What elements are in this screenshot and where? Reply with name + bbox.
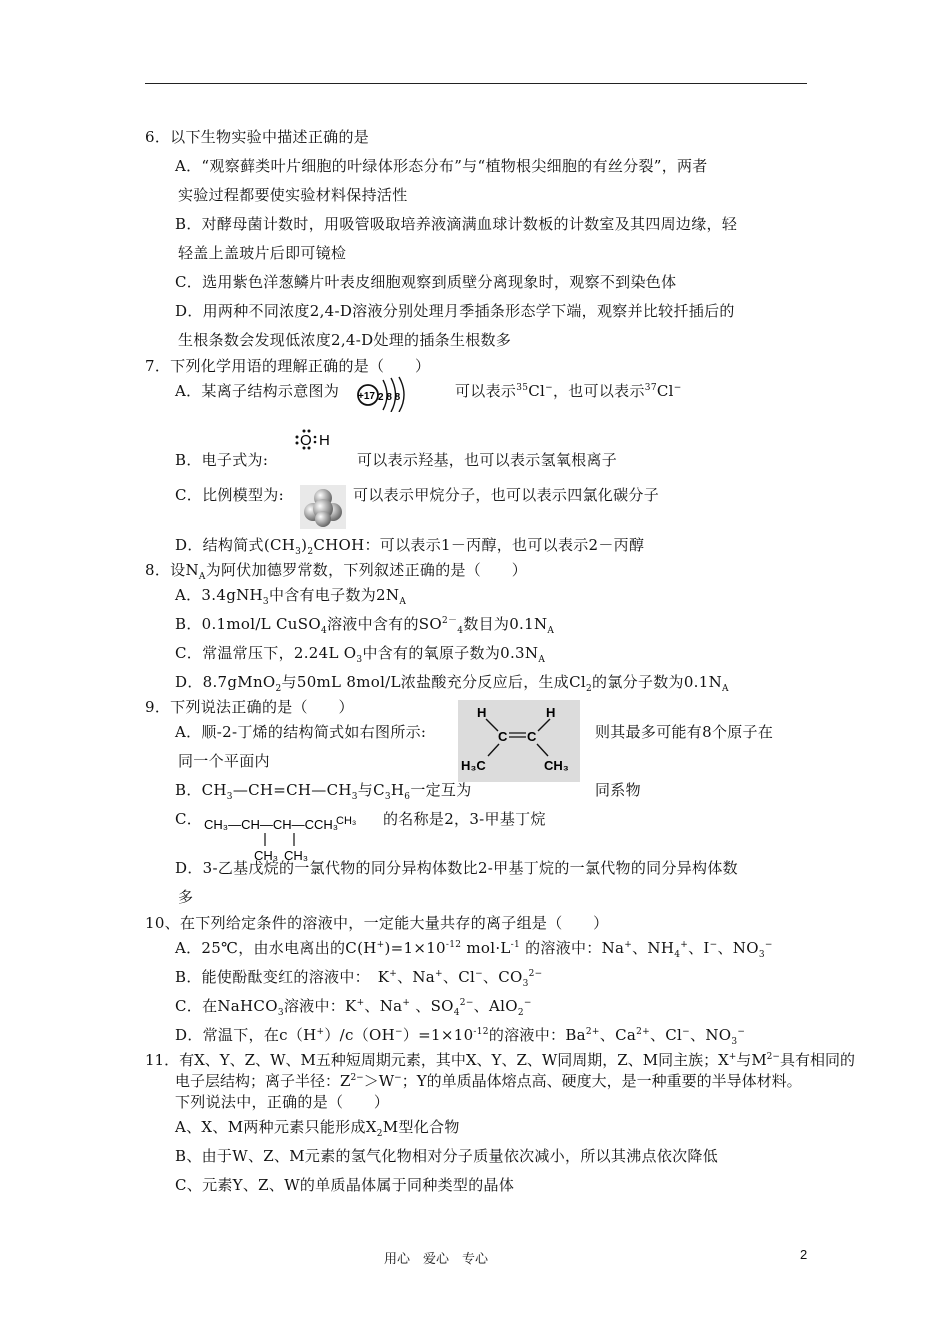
text: )=1×10 bbox=[384, 939, 446, 957]
sup: − bbox=[394, 1073, 402, 1083]
branch-a: CH₃ bbox=[254, 848, 279, 863]
text: D．常温下，在c（H bbox=[175, 1026, 317, 1044]
text: 的溶液中：Na bbox=[520, 939, 625, 957]
text: 中含有的氧原子数为0.3N bbox=[362, 644, 539, 662]
q7-option-b bbox=[175, 450, 268, 470]
hydroxyl-electron-formula bbox=[295, 428, 345, 450]
sub: 2 bbox=[585, 684, 593, 694]
sub: A bbox=[198, 572, 206, 582]
text: Cl bbox=[528, 382, 546, 400]
q7-option-a-rest bbox=[455, 381, 682, 401]
q8-option-d bbox=[175, 672, 729, 692]
sup: -12 bbox=[445, 940, 462, 950]
sub: 2 bbox=[307, 547, 314, 557]
sup: 2− bbox=[350, 1073, 364, 1083]
text: A、X、M两种元素只能形成X bbox=[175, 1118, 377, 1136]
sup: + bbox=[435, 969, 443, 979]
text: ）/c（OH bbox=[324, 1026, 395, 1044]
q8-stem bbox=[145, 560, 527, 580]
q9-option-b bbox=[175, 780, 472, 800]
ion-structure-diagram bbox=[355, 374, 415, 412]
q7-option-c: C．比例模型为: bbox=[175, 486, 284, 504]
sup: − bbox=[545, 383, 553, 393]
q6-option-c: C．选用紫色洋葱鳞片叶表皮细胞观察到质壁分离现象时，观察不到染色体 bbox=[175, 273, 677, 291]
over-label: CH₃ bbox=[336, 815, 357, 827]
q9-option-c: C． bbox=[175, 810, 203, 828]
text: 与50mL 8mol/L浓盐酸充分反应后，生成Cl bbox=[281, 673, 586, 691]
footer-motto: 用心 爱心 专心 bbox=[384, 1252, 489, 1267]
sup: 2+ bbox=[585, 1027, 600, 1037]
text: A．25℃，由水电离出的C(H bbox=[175, 939, 377, 957]
page-number: 2 bbox=[800, 1247, 808, 1262]
sup: 37 bbox=[644, 383, 657, 393]
sup: 2− bbox=[528, 969, 543, 979]
text: 11．有X、Y、Z、W、M五种短周期元素，其中X、Y、Z、W同周期，Z、M同主族；X bbox=[145, 1051, 729, 1069]
text: CHOH：可以表示1－丙醇，也可以表示2－丙醇 bbox=[313, 536, 645, 554]
text: 、NO bbox=[717, 939, 759, 957]
sup: − bbox=[523, 998, 532, 1008]
text: 、NO bbox=[690, 1026, 732, 1044]
text: 8．设N bbox=[145, 561, 199, 579]
q9-option-d-cont: 多 bbox=[178, 888, 194, 906]
sub: 3 bbox=[262, 597, 269, 607]
q6-option-b-cont: 轻盖上盖玻片后即可镜检 bbox=[178, 244, 347, 262]
sup: + bbox=[402, 998, 411, 1008]
text: Cl bbox=[656, 382, 674, 400]
q6-option-d-cont: 生根条数会发现低浓度2,4-D处理的插条生根数多 bbox=[178, 331, 512, 349]
text: 溶液中：K bbox=[283, 997, 357, 1015]
sub: 3 bbox=[384, 792, 391, 802]
text: C．在NaHCO bbox=[175, 997, 278, 1015]
text: 数目为0.1N bbox=[463, 615, 548, 633]
q7-a-prefix: A．某离子结构示意图为 bbox=[175, 382, 340, 400]
text: 、Na bbox=[364, 997, 403, 1015]
sup: 2− bbox=[459, 998, 474, 1008]
ch3-label: H₃C bbox=[461, 758, 486, 773]
sup: -12 bbox=[473, 1027, 489, 1037]
q6-stem: 6．以下生物实验中描述正确的是 bbox=[145, 128, 370, 146]
svg-text:H: H bbox=[319, 432, 330, 449]
sub: 3 bbox=[277, 1008, 284, 1018]
text: B．CH bbox=[175, 781, 227, 799]
text: D．结构简式(CH bbox=[175, 536, 296, 554]
sub: 4 bbox=[453, 1008, 460, 1018]
q7-stem: 7．下列化学用语的理解正确的是（ ） bbox=[145, 357, 431, 375]
q6-option-d: D．用两种不同浓度2,4-D溶液分别处理月季插条形态学下端，观察并比较扦插后的 bbox=[175, 302, 735, 320]
text: 、Cl bbox=[649, 1026, 683, 1044]
sup: − bbox=[673, 383, 682, 393]
sub: 3 bbox=[758, 950, 765, 960]
branch-b: CH₃ bbox=[284, 848, 309, 863]
q10-option-a bbox=[175, 938, 773, 958]
text: B．0.1mol/L CuSO bbox=[175, 615, 321, 633]
text: 、I bbox=[688, 939, 710, 957]
sub: 3 bbox=[295, 547, 302, 557]
q9-option-b-rest: 同系物 bbox=[595, 781, 641, 799]
q9-option-a-rest: 则其最多可能有8个原子在 bbox=[595, 723, 774, 741]
sub: 3 bbox=[351, 792, 358, 802]
q10-stem: 10、在下列给定条件的溶液中，一定能大量共存的离子组是（ ） bbox=[145, 914, 609, 932]
text: 与C bbox=[357, 781, 385, 799]
sub: 4 bbox=[457, 626, 464, 636]
text: 为阿伏加德罗常数，下列叙述正确的是（ ） bbox=[205, 561, 527, 579]
q11-stem-line1 bbox=[145, 1050, 855, 1070]
q11-option-b: B、由于W、Z、M元素的氢气化物相对分子质量依次减小，所以其沸点依次降低 bbox=[175, 1147, 719, 1165]
q10-option-d bbox=[175, 1025, 745, 1045]
text: 的溶液中：Ba bbox=[488, 1026, 586, 1044]
q10-option-c bbox=[175, 996, 532, 1016]
q7-option-c-rest: 可以表示甲烷分子，也可以表示四氯化碳分子 bbox=[353, 486, 660, 504]
q8-option-c bbox=[175, 643, 545, 663]
text: A．3.4gNH bbox=[175, 586, 263, 604]
text: —CH=CH—CH bbox=[232, 781, 352, 799]
sup: 2+ bbox=[636, 1027, 650, 1037]
text: 、NH bbox=[632, 939, 675, 957]
q9-option-a-cont: 同一个平面内 bbox=[178, 752, 270, 770]
text: M型化合物 bbox=[382, 1118, 460, 1136]
sub: 3 bbox=[522, 979, 529, 989]
q11-option-c: C、元素Y、Z、W的单质晶体属于同种类型的晶体 bbox=[175, 1176, 515, 1194]
q11-option-a bbox=[175, 1117, 460, 1137]
text: 溶液中含有的SO bbox=[326, 615, 442, 633]
sup: + bbox=[728, 1052, 737, 1062]
sub: A bbox=[538, 655, 546, 665]
sup: + bbox=[376, 940, 385, 950]
c-label: C bbox=[527, 729, 537, 744]
sub: A bbox=[722, 684, 729, 694]
sup: -1 bbox=[510, 940, 521, 950]
text: 的氯分子数为0.1N bbox=[592, 673, 722, 691]
text: 具有相同的 bbox=[779, 1051, 855, 1069]
q7-option-a bbox=[175, 381, 339, 401]
sup: + bbox=[624, 940, 633, 950]
cis-2-butene-structure bbox=[458, 700, 580, 782]
header-rule bbox=[145, 83, 807, 84]
sub: A bbox=[547, 626, 555, 636]
sup: − bbox=[475, 969, 483, 979]
sup: 35 bbox=[516, 383, 529, 393]
text: 中含有电子数为2N bbox=[268, 586, 400, 604]
q11-stem-line3: 下列说法中，正确的是（ ） bbox=[175, 1093, 390, 1111]
sub: 2 bbox=[275, 684, 282, 694]
text: 可以表示 bbox=[455, 382, 517, 400]
text: ；Y的单质晶体熔点高、硬度大，是一种重要的半导体材料。 bbox=[401, 1072, 802, 1090]
branched-alkane-structure bbox=[204, 806, 364, 864]
text: 电子层结构；离子半径：Z bbox=[175, 1072, 351, 1090]
sub: 4 bbox=[674, 950, 681, 960]
h-label: H bbox=[477, 705, 487, 720]
sub: 2 bbox=[376, 1129, 383, 1139]
q9-option-c-rest: 的名称是2，3-甲基丁烷 bbox=[383, 810, 546, 828]
q8-option-a bbox=[175, 585, 406, 605]
q9-option-d: D．3-乙基戊烷的一氯代物的同分异构体数比2-甲基丁烷的一氯代物的同分异构体数 bbox=[175, 859, 738, 877]
text: 、SO bbox=[410, 997, 454, 1015]
sub: A bbox=[399, 597, 407, 607]
q6-option-a: A．“观察藓类叶片细胞的叶绿体形态分布”与“植物根尖细胞的有丝分裂”，两者 bbox=[175, 157, 708, 175]
text: ）=1×10 bbox=[402, 1026, 474, 1044]
q9-option-a: A．顺-2-丁烯的结构简式如右图所示: bbox=[175, 723, 427, 741]
text: B．能使酚酞变红的溶液中： K bbox=[175, 968, 390, 986]
sup: + bbox=[680, 940, 689, 950]
sup: + bbox=[356, 998, 365, 1008]
c-label: C bbox=[498, 729, 508, 744]
sup: − bbox=[764, 940, 773, 950]
svg-text:O: O bbox=[300, 432, 312, 449]
space-filling-model-image bbox=[300, 485, 346, 529]
text: 、Ca bbox=[599, 1026, 637, 1044]
sup: − bbox=[737, 1027, 746, 1037]
sup: − bbox=[709, 940, 718, 950]
sub: 2 bbox=[517, 1008, 524, 1018]
sub: 4 bbox=[320, 626, 327, 636]
sub: 3 bbox=[356, 655, 363, 665]
q7-option-b-rest: 可以表示羟基，也可以表示氢氧根离子 bbox=[357, 451, 618, 469]
sup: 2－ bbox=[441, 616, 458, 626]
q8-option-b bbox=[175, 614, 554, 634]
main-chain: CH₃—CH—CH—CCH₃ bbox=[204, 817, 339, 832]
sup: + bbox=[316, 1027, 325, 1037]
sub: 6 bbox=[404, 792, 411, 802]
sup: − bbox=[682, 1027, 691, 1037]
sub: 3 bbox=[731, 1037, 738, 1047]
text: C．常温常压下，2.24L O bbox=[175, 644, 357, 662]
text: ) bbox=[301, 536, 308, 554]
q10-option-b bbox=[175, 967, 543, 987]
q7-option-d bbox=[175, 535, 644, 555]
sub: 3 bbox=[226, 792, 233, 802]
text: mol·L bbox=[461, 939, 511, 957]
text: 与M bbox=[736, 1051, 767, 1069]
ch3-label: CH₃ bbox=[544, 758, 569, 773]
text: 、AlO bbox=[473, 997, 518, 1015]
q11-stem-line2 bbox=[175, 1071, 802, 1091]
text: D．8.7gMnO bbox=[175, 673, 276, 691]
text: 、Cl bbox=[442, 968, 476, 986]
q9-stem: 9．下列说法正确的是（ ） bbox=[145, 698, 354, 716]
ion-shells-label: 2 8 8 bbox=[378, 392, 401, 403]
q6-option-b: B．对酵母菌计数时，用吸管吸取培养液滴满血球计数板的计数室及其四周边缘，轻 bbox=[175, 215, 738, 233]
text: B．电子式为: bbox=[175, 451, 269, 469]
text: ＞W bbox=[363, 1072, 395, 1090]
q6-option-a-cont: 实验过程都要使实验材料保持活性 bbox=[178, 186, 408, 204]
sup: − bbox=[395, 1027, 403, 1037]
text: 、CO bbox=[482, 968, 523, 986]
text: H bbox=[390, 781, 405, 799]
text: ，也可以表示 bbox=[552, 382, 645, 400]
sup: + bbox=[389, 969, 398, 979]
h-label: H bbox=[546, 705, 556, 720]
sup: 2− bbox=[766, 1052, 780, 1062]
text: 、Na bbox=[397, 968, 436, 986]
text: 一定互为 bbox=[410, 781, 472, 799]
ion-core-label: +17 bbox=[358, 391, 375, 402]
